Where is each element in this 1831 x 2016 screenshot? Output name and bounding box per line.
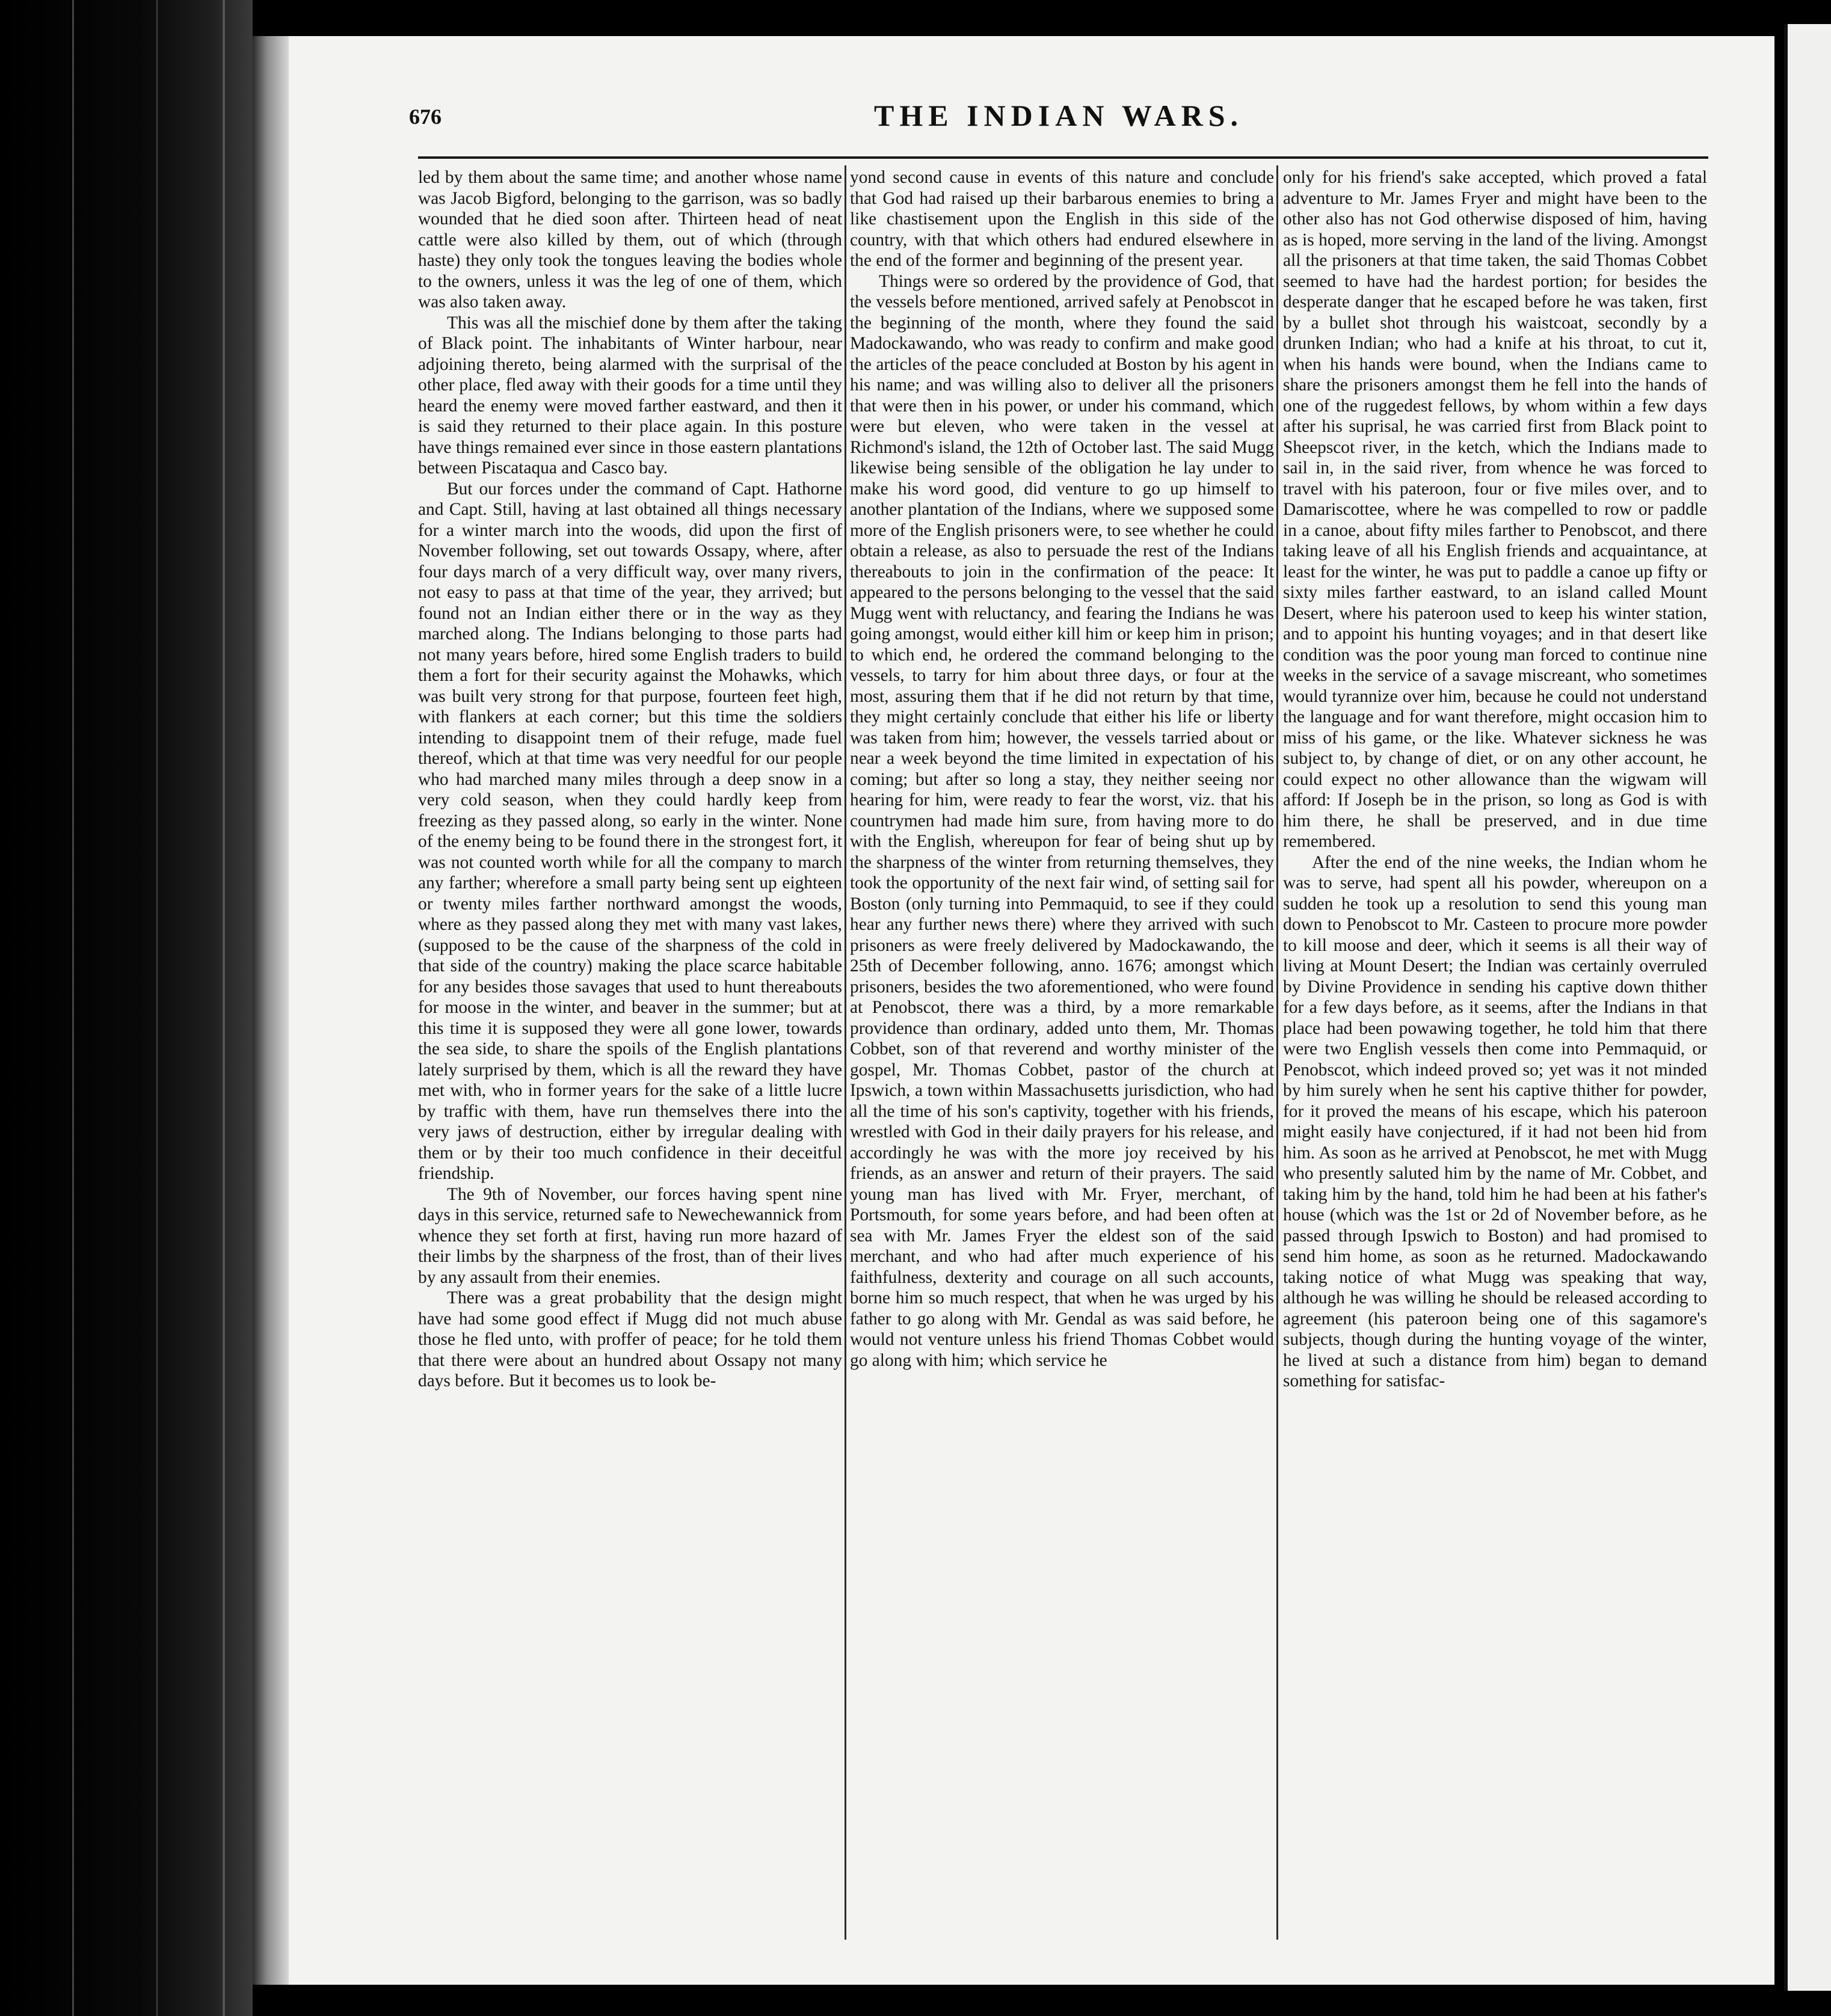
scan-streak xyxy=(72,0,74,2016)
paragraph: The 9th of November, our forces having spent nine days in this service, returned safe to Newechewannick from whence they set forth at first, having run more hazard of their limbs by the sharpness of the frost, than of their lives by any assault from their enemies. xyxy=(418,1184,842,1287)
paragraph: yond second cause in events of this nature and conclude that God had raised up their barbarous enemies to bring a like chastisement upon the English in this side of the country, with that which others had endured elsewhere in the end of the former and beginning of the present year. xyxy=(850,168,1274,270)
text-column-3 xyxy=(1283,167,1707,1392)
text-column-1 xyxy=(418,167,842,1392)
paragraph: Things were so ordered by the providence of God, that the vessels before mentioned, arrived safely at Penobscot in the beginning of the month, where they found the said Madockawando, who was ready to confirm and make good the articles of the peace concluded at Boston by his agent in his name; and was willing also to deliver all the prisoners that were then in his power, or under his command, which were but eleven, who were taken in the vessel at Richmond's island, the 12th of October last. The said Mugg likewise being sensible of the obligation he lay under to make his word good, did venture to go up himself to another plantation of the Indians, where we supposed some more of the English prisoners were, to see whether he could obtain a release, as also to persuade the rest of the Indians thereabouts to join in the confirmation of the peace: It appeared to the persons belonging to the vessel that the said Mugg went with reluctancy, and fearing the Indians he was going amongst, would either kill him or keep him in prison; to which end, he ordered the command belonging to the vessels, to tarry for him about three days, or four at the most, assuring them that if he did not return by that time, they might certainly conclude that either his life or liberty was taken from him; however, the vessels tarried about or near a week beyond the time limited in expectation of his coming; but after so long a stay, they neither seeing nor hearing for him, were ready to fear the worst, viz. that his countrymen had made him sure, from having more to do with the English, whereupon for fear of being shut up by the sharpness of the winter from returning themselves, they took the opportunity of the next fair wind, of setting sail for Boston (only turning into Pemmaquid, to see if they could hear any further news there) where they arrived with such prisoners as were freely delivered by Madockawando, the 25th of December following, anno. 1676; amongst which prisoners, besides the two aforementioned, who were found at Penobscot, there was a third, by a more remarkable providence than ordinary, added unto them, Mr. Thomas Cobbet, son of that reverend and worthy minister of the gospel, Mr. Thomas Cobbet, pastor of the church at Ipswich, a town within Massachusetts jurisdiction, who had all the time of his son's captivity, together with his friends, wrestled with God in their daily prayers for his release, and accordingly he was with the more joy received by his friends, as an answer and return of their prayers. The said young man has lived with Mr. Fryer, merchant, of Portsmouth, for some years before, and had been often at sea with Mr. James Fryer the eldest son of the said merchant, and who had after much experience of his faithfulness, dexterity and courage on all such accounts, borne him so much respect, that when he was urged by his father to go along with Mr. Gendal as was said before, he would not venture unless his friend Thomas Cobbet would go along with him; which service he xyxy=(850,271,1274,1370)
paragraph: This was all the mischief done by them after the taking of Black point. The inhabitants of Winter harbour, near adjoining thereto, being alarmed with the surprisal of the other place, fled away with their goods for a time until they heard the enemy were moved farther eastward, and then it is said they returned to their place again. In this posture have things remained ever since in those eastern plantations between Piscataqua and Casco bay. xyxy=(418,313,842,478)
column-divider xyxy=(845,165,846,1940)
page-header xyxy=(409,98,1708,146)
paragraph: But our forces under the command of Capt. Hathorne and Capt. Still, having at last obtained all things necessary for a winter march into the woods, did upon the first of November following, set out towards Ossapy, where, after four days march of a very difficult way, over many rivers, not easy to pass at that time of the year, they arrived; but found not an Indian either there or in the way as they marched along. The Indians belonging to those parts had not many years before, hired some English traders to build them a fort for their security against the Mohawks, which was built very strong for that purpose, fourteen feet high, with flankers at each corner; but this time the soldiers intending to disappoint tnem of their refuge, made fuel thereof, which at that time was very needful for our people who had marched many miles through a deep snow in a very cold season, when they could hardly keep from freezing as they passed along, so early in the winter. None of the enemy being to be found there in the strongest fort, it was not counted worth while for all the company to march any farther; wherefore a small party being sent up eighteen or twenty miles farther northward amongst the woods, where as they passed along they met with many vast lakes, (supposed to be the cause of the sharpness of the cold in that side of the country) making the place scarce habitable for any besides those savages that used to hunt thereabouts for moose in the winter, and beaver in the summer; but at this time it is supposed they were all gone lower, towards the sea side, to share the spoils of the English plantations lately surprised by them, which is all the reward they have met with, who in former years for the sake of a little lucre by traffic with them, have run themselves there into the very jaws of destruction, either by irregular dealing with them or by their too much confidence in their deceitful friendship. xyxy=(418,479,842,1183)
paragraph: After the end of the nine weeks, the Indian whom he was to serve, had spent all his powder, whereupon on a sudden he took up a resolution to send this young man down to Penobscot to Mr. Casteen to procure more powder to kill moose and deer, which it seems is all their way of living at Mount Desert; the Indian was certainly overruled by Divine Providence in sending his captive down thither for a few days before, as it seems, after the Indians in that place had been powawing together, he told him that there were two English vessels then come into Pemmaquid, or Penobscot, which indeed proved so; yet was it not minded by him surely when he sent his captive thither for powder, for it proved the means of his escape, which his pateroon might easily have conjectured, if it had not been hid from him. As soon as he arrived at Penobscot, he met with Mugg who presently saluted him by the name of Mr. Cobbet, and taking him by the hand, told him he had been at his father's house (which was the 1st or 2d of November before, as he passed through Ipswich to Boston) and had promised to send him home, as soon as he returned. Madockawando taking notice of what Mugg was speaking that way, although he was willing he should be released according to agreement (his pateroon being one of this sagamore's subjects, though during the hunting voyage of the winter, he lived at such a distance from him) began to demand something for satisfac- xyxy=(1283,852,1707,1391)
page-gutter xyxy=(253,36,289,1985)
running-title: THE INDIAN WARS. xyxy=(873,99,1244,132)
next-page-edge xyxy=(1784,24,1831,1991)
column-divider xyxy=(1276,165,1278,1940)
header-rule xyxy=(418,156,1708,159)
scan-streak xyxy=(223,0,225,2016)
page-number: 676 xyxy=(409,105,442,129)
paragraph: There was a great probability that the design might have had some good effect if Mugg did not much abuse those he fled unto, with proffer of peace; for he told them that there were about an hundred about Ossapy not many days before. But it becomes us to look be- xyxy=(418,1288,842,1391)
text-column-2 xyxy=(850,167,1274,1371)
scan-border-left xyxy=(0,0,253,2016)
paragraph: only for his friend's sake accepted, which proved a fatal adventure to Mr. James Fryer and might have been to the other also has not God otherwise disposed of him, having as is hoped, more serving in the land of the living. Amongst all the prisoners at that time taken, the said Thomas Cobbet seemed to have had the hardest portion; for besides the desperate danger that he escaped before he was taken, first by a bullet shot through his waistcoat, secondly by a drunken Indian; who had a knife at his throat, to cut it, when his hands were bound, when the Indians came to share the prisoners amongst them he fell into the hands of one of the ruggedest fellows, by whom within a few days after his suprisal, he was carried first from Black point to Sheepscot river, in the ketch, which the Indians made to sail in, in the said river, from whence he was forced to travel with his pateroon, four or five miles over, and to Damariscottee, where he was compelled to row or paddle in a canoe, about fifty miles farther to Penobscot, and there taking leave of all his English friends and acquaintance, at least for the winter, he was put to paddle a canoe up fifty or sixty miles farther eastward, to an island called Mount Desert, where his pateroon used to keep his winter station, and to appoint his hunting voyages; and in that desert like condition was the poor young man forced to continue nine weeks in the service of a savage miscreant, who sometimes would tyrannize over him, because he could not understand the language and for want therefore, might occasion him to miss of his game, or the like. Whatever sickness he was subject to, by change of diet, or on any other account, he could expect no other allowance than the wigwam will afford: If Joseph be in the prison, so long as God is with him there, he shall be preserved, and in due time remembered. xyxy=(1283,168,1707,851)
scan-streak xyxy=(156,0,158,2016)
paragraph: led by them about the same time; and another whose name was Jacob Bigford, belonging to the garrison, was so badly wounded that he died soon after. Thirteen head of neat cattle were also killed by them, out of which (through haste) they only took the tongues leaving the bodies whole to the owners, unless it was the leg of one of them, which was also taken away. xyxy=(418,168,842,312)
